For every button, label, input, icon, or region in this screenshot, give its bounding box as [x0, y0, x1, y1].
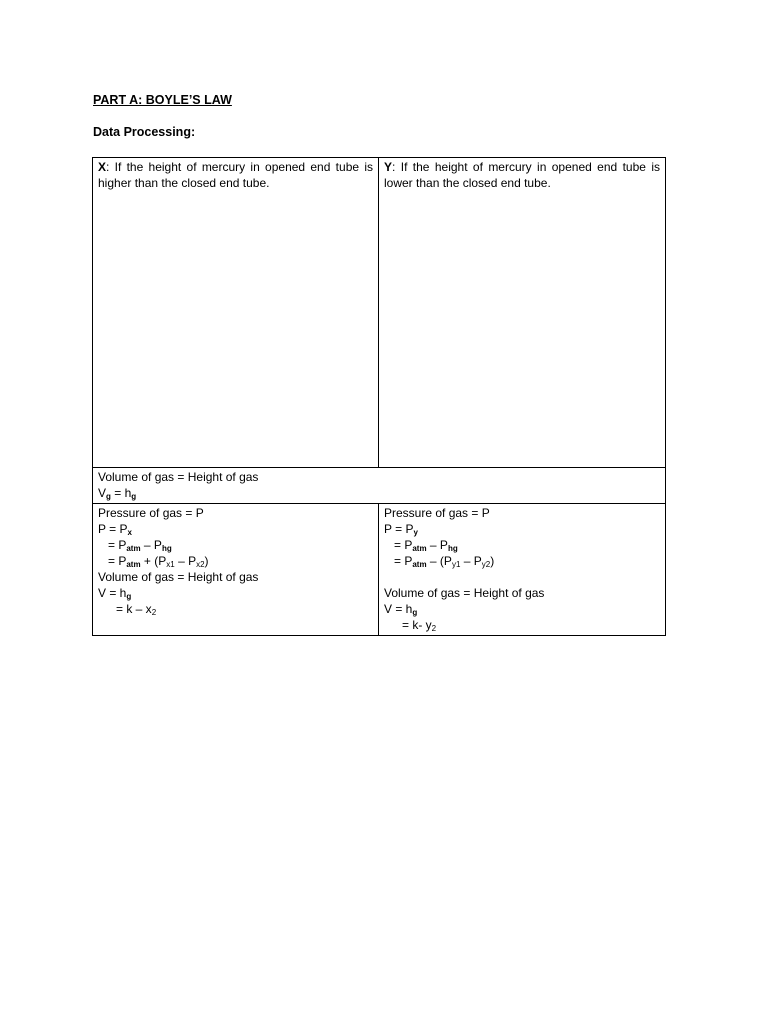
x-condition-text: [98, 159, 373, 191]
x-l2-b: – P: [140, 538, 162, 552]
y-v-sub: g: [412, 608, 418, 617]
x-label: X: [98, 160, 107, 174]
y-pressure-title: Pressure of gas = P: [384, 506, 490, 520]
x-v2-sub: 2: [151, 608, 157, 617]
y-p-sub: y: [413, 528, 418, 537]
condition-row: [93, 158, 666, 468]
x-l3-sub1: atm: [126, 560, 141, 569]
x-l3-b: + (P: [140, 554, 167, 568]
v-symbol: V: [98, 486, 107, 500]
part-heading: PART A: BOYLE’S LAW: [93, 93, 232, 107]
y-p-eq: P = P: [384, 522, 414, 536]
y-l3-sub1: atm: [412, 560, 427, 569]
h-symbol: = h: [110, 486, 132, 500]
x-p-sub: x: [127, 528, 132, 537]
y-l3-sub3: y2: [481, 560, 491, 569]
v-subscript: g: [106, 492, 111, 501]
x-calculation-cell: [93, 504, 379, 636]
volume-cell: [93, 468, 666, 504]
y-l2-b: – P: [426, 538, 448, 552]
y-l3-d: ): [490, 554, 495, 568]
x-l2-sub1: atm: [126, 544, 141, 553]
y-volume-line2: [384, 617, 660, 633]
x-pressure-line2: [98, 537, 373, 553]
y-l3-a: = P: [394, 554, 413, 568]
y-condition-text: [384, 159, 660, 191]
x-l2-sub2: hg: [161, 544, 172, 553]
x-v2-a: = k – x: [116, 602, 152, 616]
volume-definition: Volume of gas = Height of gas: [98, 470, 259, 484]
y-calculation-cell: [379, 504, 666, 636]
y-l3-b: – (P: [426, 554, 452, 568]
y-v-eq: V = h: [384, 602, 413, 616]
x-l3-sub2: x1: [166, 560, 175, 569]
y-pressure-line3: [384, 553, 660, 569]
x-condition-cell: [93, 158, 379, 468]
x-l3-c: – P: [174, 554, 197, 568]
y-l3-sub2: y1: [451, 560, 461, 569]
y-l3-c: – P: [460, 554, 482, 568]
y-volume-equation: [384, 601, 660, 617]
y-condition-cell: [379, 158, 666, 468]
y-volume-title: Volume of gas = Height of gas: [384, 586, 545, 600]
section-heading: Data Processing:: [93, 125, 196, 139]
h-subscript: g: [131, 492, 137, 501]
data-processing-table: [92, 157, 666, 636]
y-v2-a: = k- y: [402, 618, 432, 632]
y-description: : If the height of mercury in opened end tube is lower than the closed end tube.: [384, 160, 660, 190]
x-pressure-title: Pressure of gas = P: [98, 506, 204, 520]
x-l3-sub3: x2: [196, 560, 205, 569]
calculation-row: [93, 504, 666, 636]
y-label: Y: [384, 160, 393, 174]
y-l2-a: = P: [394, 538, 413, 552]
blank-line: [384, 569, 660, 585]
y-l2-sub1: atm: [412, 544, 427, 553]
x-volume-line2: [98, 601, 373, 617]
x-description: : If the height of mercury in opened end tube is higher than the closed end tube.: [98, 160, 373, 190]
x-volume-equation: [98, 585, 373, 601]
x-p-eq: P = P: [98, 522, 128, 536]
y-pressure-line2: [384, 537, 660, 553]
x-v-eq: V = h: [98, 586, 127, 600]
x-l2-a: = P: [108, 538, 127, 552]
x-volume-title: Volume of gas = Height of gas: [98, 570, 259, 584]
volume-row: [93, 468, 666, 504]
x-pressure-line3: [98, 553, 373, 569]
volume-equation: [98, 485, 660, 501]
x-l3-d: ): [204, 554, 209, 568]
y-pressure-equation: [384, 521, 660, 537]
x-l3-a: = P: [108, 554, 127, 568]
x-v-sub: g: [126, 592, 132, 601]
y-v2-sub: 2: [431, 624, 437, 633]
x-pressure-equation: [98, 521, 373, 537]
y-l2-sub2: hg: [447, 544, 458, 553]
